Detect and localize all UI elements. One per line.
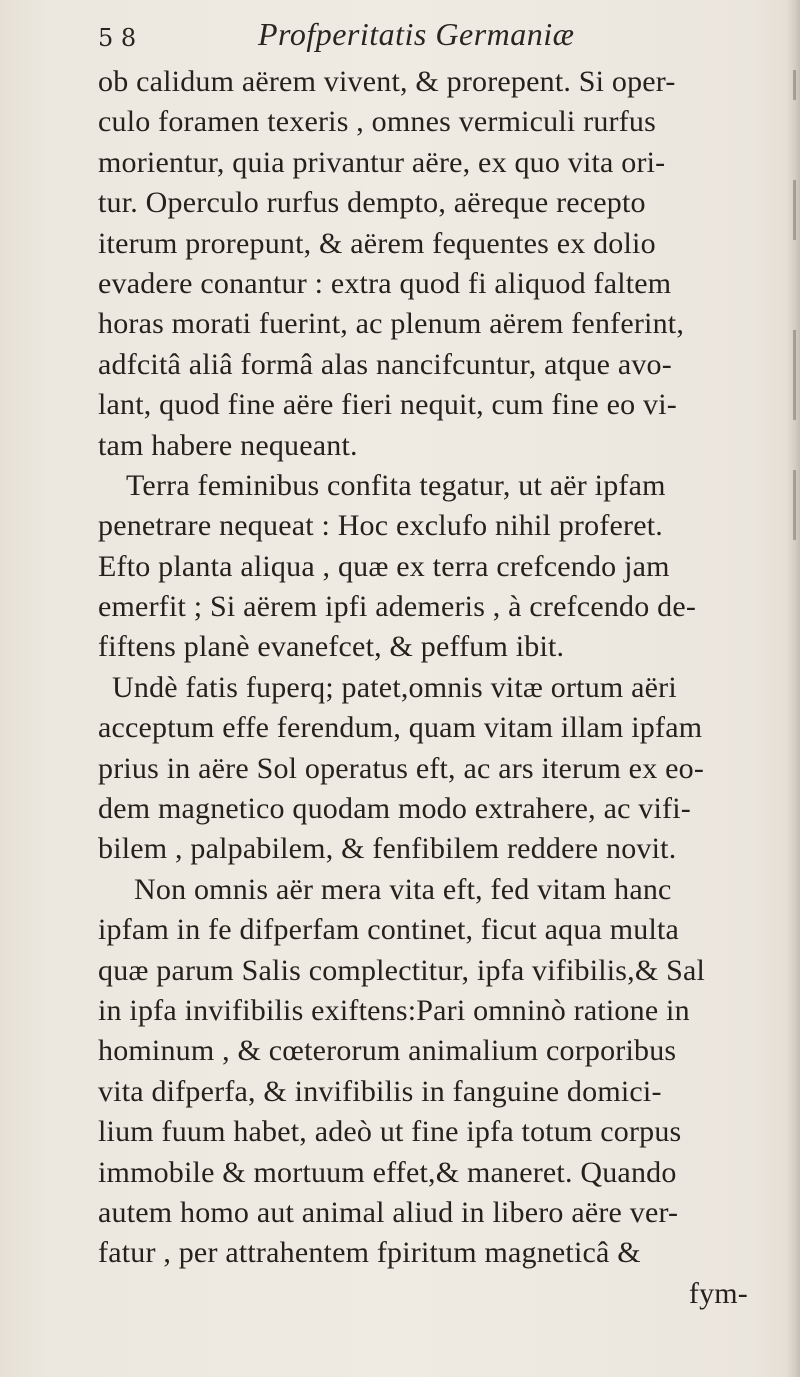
- text-line: ipfam in fe difperfam continet, ficut aqua multa: [98, 913, 680, 947]
- text-line: quæ parum Salis complectitur, ipfa vifibilis,& Sal: [98, 953, 706, 987]
- text-line: Non omnis aër mera vita eft, fed vitam hanc: [134, 872, 672, 906]
- text-line: dem magnetico quodam modo extrahere, ac vifi-: [98, 792, 691, 826]
- text-line: adfcitâ aliâ formâ alas nancifcuntur, atque avo-: [98, 347, 672, 381]
- text-line: culo foramen texeris , omnes vermiculi rurfus: [98, 105, 656, 139]
- text-line: emerfit ; Si aërem ipfi ademeris , à crefcendo de-: [98, 590, 697, 624]
- margin-mark: [793, 470, 796, 540]
- margin-mark: [793, 180, 796, 240]
- text-line: evadere conantur : extra quod fi aliquod faltem: [98, 266, 672, 300]
- text-line: acceptum effe ferendum, quam vitam illam ipfam: [98, 711, 703, 745]
- text-line: fiftens planè evanefcet, & peffum ibit.: [98, 630, 565, 664]
- text-line: horas morati fuerint, ac plenum aërem fenferint,: [98, 307, 685, 341]
- text-line: immobile & mortuum effet,& maneret. Quando: [98, 1155, 677, 1189]
- text-line: iterum prorepunt, & aërem fequentes ex dolio: [98, 226, 656, 260]
- text-line: vita difperfa, & invifibilis in fanguine domici-: [98, 1074, 662, 1108]
- running-title: Profperitatis Germaniæ: [258, 16, 575, 52]
- page-number: 5 8: [98, 24, 137, 52]
- text-line: morientur, quia privantur aëre, ex quo vita ori-: [98, 145, 666, 179]
- text-line: in ipfa invifibilis exiftens:Pari omninò ratione in: [98, 993, 690, 1027]
- text-line: fatur , per attrahentem fpiritum magneticâ &: [98, 1236, 641, 1270]
- margin-mark: [793, 330, 796, 420]
- text-line: Terra feminibus confita tegatur, ut aër ipfam: [126, 468, 666, 502]
- body-text: [98, 62, 788, 1314]
- text-line: bilem , palpabilem, & fenfibilem reddere novit.: [98, 832, 677, 866]
- text-line: tur. Operculo rurfus dempto, aëreque recepto: [98, 186, 646, 220]
- text-line: lium fuum habet, adeò ut fine ipfa totum corpus: [98, 1115, 682, 1149]
- text-line: penetrare nequeat : Hoc exclufo nihil proferet.: [98, 509, 663, 543]
- text-line: prius in aëre Sol operatus eft, ac ars iterum ex eo-: [98, 751, 705, 785]
- text-line: hominum , & cœterorum animalium corporibus: [98, 1034, 677, 1068]
- page-header: [98, 12, 738, 58]
- text-line: tam habere nequeant.: [98, 428, 358, 462]
- margin-mark: [793, 70, 796, 100]
- text-line: Undè fatis fuperq; patet,omnis vitæ ortum aëri: [112, 670, 677, 704]
- text-line: autem homo aut animal aliud in libero aëre ver-: [98, 1195, 679, 1229]
- text-line: ob calidum aërem vivent, & prorepent. Si oper-: [98, 65, 676, 98]
- text-line: Efto planta aliqua , quæ ex terra crefcendo jam: [98, 549, 670, 583]
- text-line: lant, quod fine aëre fieri nequit, cum fine eo vi-: [98, 388, 677, 422]
- catchword: fym-: [688, 1276, 748, 1310]
